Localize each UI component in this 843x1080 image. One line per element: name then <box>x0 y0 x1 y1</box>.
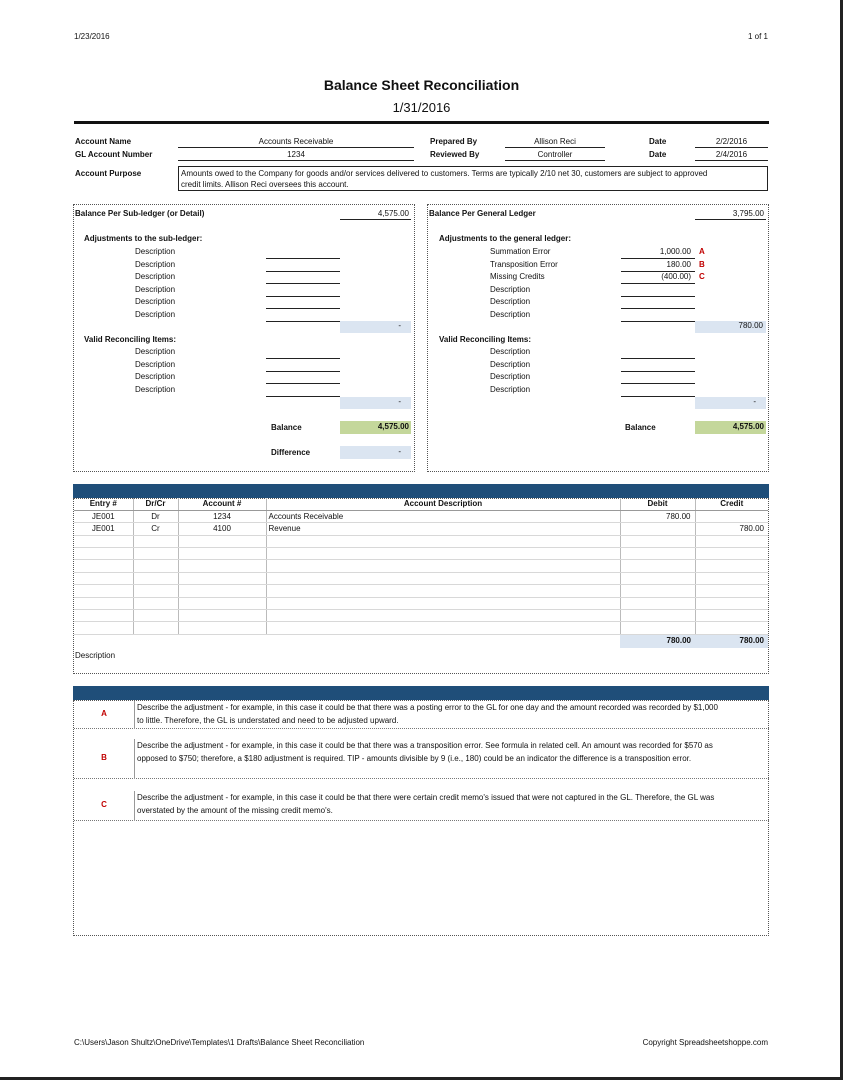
journal-cell[interactable] <box>74 622 133 634</box>
journal-cell[interactable] <box>620 523 695 535</box>
note-ref: C <box>101 800 107 809</box>
journal-cell[interactable] <box>266 548 620 560</box>
difference-label: Difference <box>271 448 311 457</box>
journal-cell[interactable] <box>74 535 133 547</box>
page-number: 1 of 1 <box>747 32 768 41</box>
gl-valid-heading: Valid Reconciling Items: <box>439 335 532 344</box>
journal-cell[interactable] <box>266 560 620 572</box>
journal-cell[interactable] <box>266 622 620 634</box>
subledger-valid-total: - <box>340 397 411 409</box>
journal-cell[interactable]: JE001 <box>74 523 133 535</box>
reviewed-by-field[interactable]: Controller <box>505 150 605 161</box>
journal-cell[interactable] <box>695 548 768 560</box>
subledger-adj-item: Description <box>135 259 176 269</box>
journal-row <box>74 572 768 584</box>
subledger-valid-heading: Valid Reconciling Items: <box>84 335 177 344</box>
journal-row <box>74 610 768 622</box>
journal-cell[interactable] <box>74 610 133 622</box>
subledger-adj-heading: Adjustments to the sub-ledger: <box>84 234 203 243</box>
subledger-valid-item: Description <box>135 372 176 382</box>
journal-row <box>74 560 768 572</box>
journal-column-header: Dr/Cr <box>133 498 178 510</box>
journal-cell[interactable] <box>74 585 133 597</box>
note-text[interactable] <box>134 701 769 729</box>
journal-cell[interactable] <box>133 535 178 547</box>
gl-adj-item: Transposition Error <box>490 259 558 269</box>
journal-cell[interactable] <box>178 572 266 584</box>
copyright: Copyright Spreadsheetshoppe.com <box>642 1038 768 1047</box>
journal-cell[interactable] <box>695 535 768 547</box>
journal-cell[interactable] <box>620 572 695 584</box>
gl-valid-item: Description <box>490 359 531 369</box>
gl-adj-item: Description <box>490 297 531 307</box>
subledger-balance-label: Balance <box>271 423 302 432</box>
subledger-adj-input[interactable] <box>266 283 340 284</box>
prepared-date-label: Date <box>649 137 667 146</box>
journal-column-header: Debit <box>620 498 695 510</box>
journal-description-label: Description <box>75 651 116 660</box>
note-text[interactable] <box>134 739 769 779</box>
journal-cell[interactable] <box>178 597 266 609</box>
print-date: 1/23/2016 <box>74 32 110 41</box>
subledger-valid-item: Description <box>135 359 176 369</box>
subledger-adj-total: - <box>340 321 411 333</box>
gl-adj-ref: B <box>699 259 705 269</box>
subledger-title: Balance Per Sub-ledger (or Detail) <box>75 209 205 218</box>
gl-valid-item: Description <box>490 372 531 382</box>
reviewed-by-label: Reviewed By <box>430 150 480 159</box>
journal-row <box>74 535 768 547</box>
journal-cell[interactable] <box>178 610 266 622</box>
journal-cell[interactable] <box>695 560 768 572</box>
gl-number-field[interactable]: 1234 <box>178 150 414 161</box>
journal-cell[interactable] <box>266 585 620 597</box>
journal-total-debit: 780.00 <box>620 635 695 648</box>
journal-total-credit: 780.00 <box>695 635 768 648</box>
journal-header-bar <box>73 484 769 498</box>
journal-cell[interactable] <box>620 610 695 622</box>
journal-cell[interactable]: 780.00 <box>695 523 768 535</box>
journal-row <box>74 585 768 597</box>
subledger-valid-input[interactable] <box>266 358 340 359</box>
journal-cell[interactable] <box>133 548 178 560</box>
journal-cell[interactable] <box>620 585 695 597</box>
note-line-2: opposed to $750; therefore, a $180 adjustment is required. TIP - amounts divisible by 9 (i.e., 180) could be an indicator the difference is a transposition error. <box>137 753 692 763</box>
journal-cell[interactable] <box>695 610 768 622</box>
note-line-2: to little. Therefore, the GL is understated and need to be adjusted upward. <box>137 715 399 725</box>
journal-cell[interactable] <box>178 535 266 547</box>
journal-cell[interactable] <box>178 560 266 572</box>
journal-table <box>74 498 768 635</box>
gl-adj-input-line <box>621 308 695 309</box>
subledger-adj-input[interactable] <box>266 321 340 322</box>
journal-cell[interactable] <box>74 597 133 609</box>
gl-adj-item: Description <box>490 284 531 294</box>
reviewed-date-field[interactable]: 2/4/2016 <box>695 150 768 161</box>
journal-row <box>74 548 768 560</box>
journal-row <box>74 510 768 522</box>
gl-valid-item: Description <box>490 384 531 394</box>
gl-final-balance: 4,575.00 <box>695 421 766 434</box>
journal-cell[interactable] <box>620 597 695 609</box>
subledger-final-balance: 4,575.00 <box>340 421 411 434</box>
journal-cell[interactable]: Dr <box>133 510 178 522</box>
subledger-valid-input[interactable] <box>266 383 340 384</box>
journal-cell[interactable] <box>133 622 178 634</box>
journal-cell[interactable]: Revenue <box>266 523 620 535</box>
subledger-adj-input[interactable] <box>266 308 340 309</box>
journal-column-header: Account # <box>178 498 266 510</box>
subledger-adj-input[interactable] <box>266 271 340 272</box>
gl-adj-total: 780.00 <box>695 321 766 333</box>
journal-cell[interactable] <box>266 610 620 622</box>
gl-adj-input-line <box>621 321 695 322</box>
gl-adj-item: Summation Error <box>490 247 551 256</box>
journal-cell[interactable] <box>133 597 178 609</box>
journal-row <box>74 622 768 634</box>
subledger-valid-item: Description <box>135 347 176 356</box>
file-path: C:\Users\Jason Shultz\OneDrive\Templates\1 Drafts\Balance Sheet Reconciliation <box>74 1038 365 1047</box>
gl-adj-item: Description <box>490 310 531 319</box>
note-ref: A <box>101 709 107 718</box>
gl-adj-item: Missing Credits <box>490 272 545 282</box>
journal-cell[interactable] <box>178 622 266 634</box>
gl-adj-heading: Adjustments to the general ledger: <box>439 234 572 243</box>
gl-valid-input[interactable] <box>621 371 695 372</box>
note-ref: B <box>101 753 107 762</box>
journal-cell[interactable] <box>178 585 266 597</box>
journal-cell[interactable]: 1234 <box>178 510 266 522</box>
journal-cell[interactable] <box>620 548 695 560</box>
note-row <box>74 701 769 729</box>
difference-value: - <box>340 446 411 459</box>
gl-title: Balance Per General Ledger <box>429 209 536 218</box>
gl-adj-input-line <box>621 283 695 284</box>
title-rule <box>74 121 769 124</box>
gl-balance[interactable]: 3,795.00 <box>695 209 766 220</box>
note-row <box>74 791 769 821</box>
journal-cell[interactable] <box>695 572 768 584</box>
journal-cell[interactable] <box>133 572 178 584</box>
gl-adj-input-line <box>621 296 695 297</box>
gl-valid-input[interactable] <box>621 396 695 397</box>
journal-cell[interactable] <box>695 622 768 634</box>
journal-cell[interactable] <box>620 535 695 547</box>
period-date: 1/31/2016 <box>392 100 451 115</box>
gl-adj-amount[interactable]: (400.00) <box>661 272 691 282</box>
account-purpose-field[interactable] <box>178 166 768 191</box>
subledger-valid-input[interactable] <box>266 396 340 397</box>
reviewed-date-label: Date <box>649 150 667 159</box>
journal-row <box>74 597 768 609</box>
prepared-date-field[interactable]: 2/2/2016 <box>695 137 768 148</box>
journal-cell[interactable] <box>620 560 695 572</box>
journal-cell[interactable]: 780.00 <box>620 510 695 522</box>
journal-cell[interactable] <box>74 560 133 572</box>
journal-cell[interactable] <box>266 597 620 609</box>
journal-cell[interactable] <box>266 572 620 584</box>
journal-cell[interactable]: Cr <box>133 523 178 535</box>
subledger-adj-item: Description <box>135 310 176 319</box>
notes-header-bar <box>73 686 769 700</box>
purpose-line-1: Amounts owed to the Company for goods and/or services delivered to customers. Terms are typically 2/10 net 30, customers are subject to approved <box>181 169 708 178</box>
gl-valid-input[interactable] <box>621 383 695 384</box>
prepared-by-field[interactable]: Allison Reci <box>505 137 605 148</box>
subledger-adj-input[interactable] <box>266 258 340 259</box>
gl-valid-total: - <box>695 397 766 409</box>
journal-cell[interactable]: 4100 <box>178 523 266 535</box>
journal-cell[interactable] <box>266 535 620 547</box>
note-line-1: Describe the adjustment - for example, in this case it could be that there were certain credit memo's issued that were not captured in the GL. Therefore, the GL was <box>137 793 715 802</box>
account-purpose-label: Account Purpose <box>75 169 142 178</box>
journal-column-header: Entry # <box>74 498 133 510</box>
gl-balance-label: Balance <box>625 423 656 432</box>
account-name-label: Account Name <box>75 137 132 146</box>
note-text[interactable] <box>134 791 769 821</box>
gl-adj-ref: C <box>699 272 705 282</box>
journal-cell[interactable] <box>133 585 178 597</box>
gl-valid-input[interactable] <box>621 358 695 359</box>
journal-cell[interactable] <box>133 610 178 622</box>
gl-adj-amount[interactable]: 180.00 <box>666 259 691 269</box>
subledger-adj-input[interactable] <box>266 296 340 297</box>
note-line-1: Describe the adjustment - for example, in this case it could be that there was a transposition error. See formula in related cell. An amount was recorded for $570 as <box>137 741 713 750</box>
gl-valid-item: Description <box>490 347 531 356</box>
journal-cell[interactable]: JE001 <box>74 510 133 522</box>
journal-cell[interactable] <box>178 548 266 560</box>
journal-cell[interactable] <box>695 597 768 609</box>
page-title: Balance Sheet Reconciliation <box>323 77 520 93</box>
journal-cell[interactable] <box>74 572 133 584</box>
purpose-line-2: credit limits. Allison Reci oversees this account. <box>181 180 349 189</box>
gl-number-label: GL Account Number <box>75 150 153 159</box>
subledger-adj-item: Description <box>135 247 176 256</box>
journal-cell[interactable] <box>74 548 133 560</box>
subledger-valid-input[interactable] <box>266 371 340 372</box>
journal-cell[interactable] <box>695 585 768 597</box>
note-row <box>74 739 769 779</box>
subledger-adj-item: Description <box>135 272 176 282</box>
journal-cell[interactable] <box>620 622 695 634</box>
journal-cell[interactable] <box>133 560 178 572</box>
subledger-balance[interactable]: 4,575.00 <box>340 209 411 220</box>
account-name-field[interactable]: Accounts Receivable <box>178 137 414 148</box>
note-line-1: Describe the adjustment - for example, in this case it could be that there was a posting error to the GL for one day and the amount recorded was recorded by $1,000 <box>137 703 718 712</box>
journal-row <box>74 523 768 535</box>
gl-adj-ref: A <box>699 247 705 256</box>
journal-cell[interactable] <box>695 510 768 522</box>
journal-header-row <box>74 498 768 510</box>
subledger-adj-item: Description <box>135 297 176 307</box>
journal-cell[interactable]: Accounts Receivable <box>266 510 620 522</box>
prepared-by-label: Prepared By <box>430 137 478 146</box>
gl-adj-amount[interactable]: 1,000.00 <box>659 247 691 256</box>
journal-column-header: Account Description <box>266 498 620 510</box>
note-line-2: overstated by the amount of the missing credit memo's. <box>137 805 333 815</box>
subledger-adj-item: Description <box>135 284 176 294</box>
subledger-valid-item: Description <box>135 384 176 394</box>
journal-column-header: Credit <box>695 498 768 510</box>
